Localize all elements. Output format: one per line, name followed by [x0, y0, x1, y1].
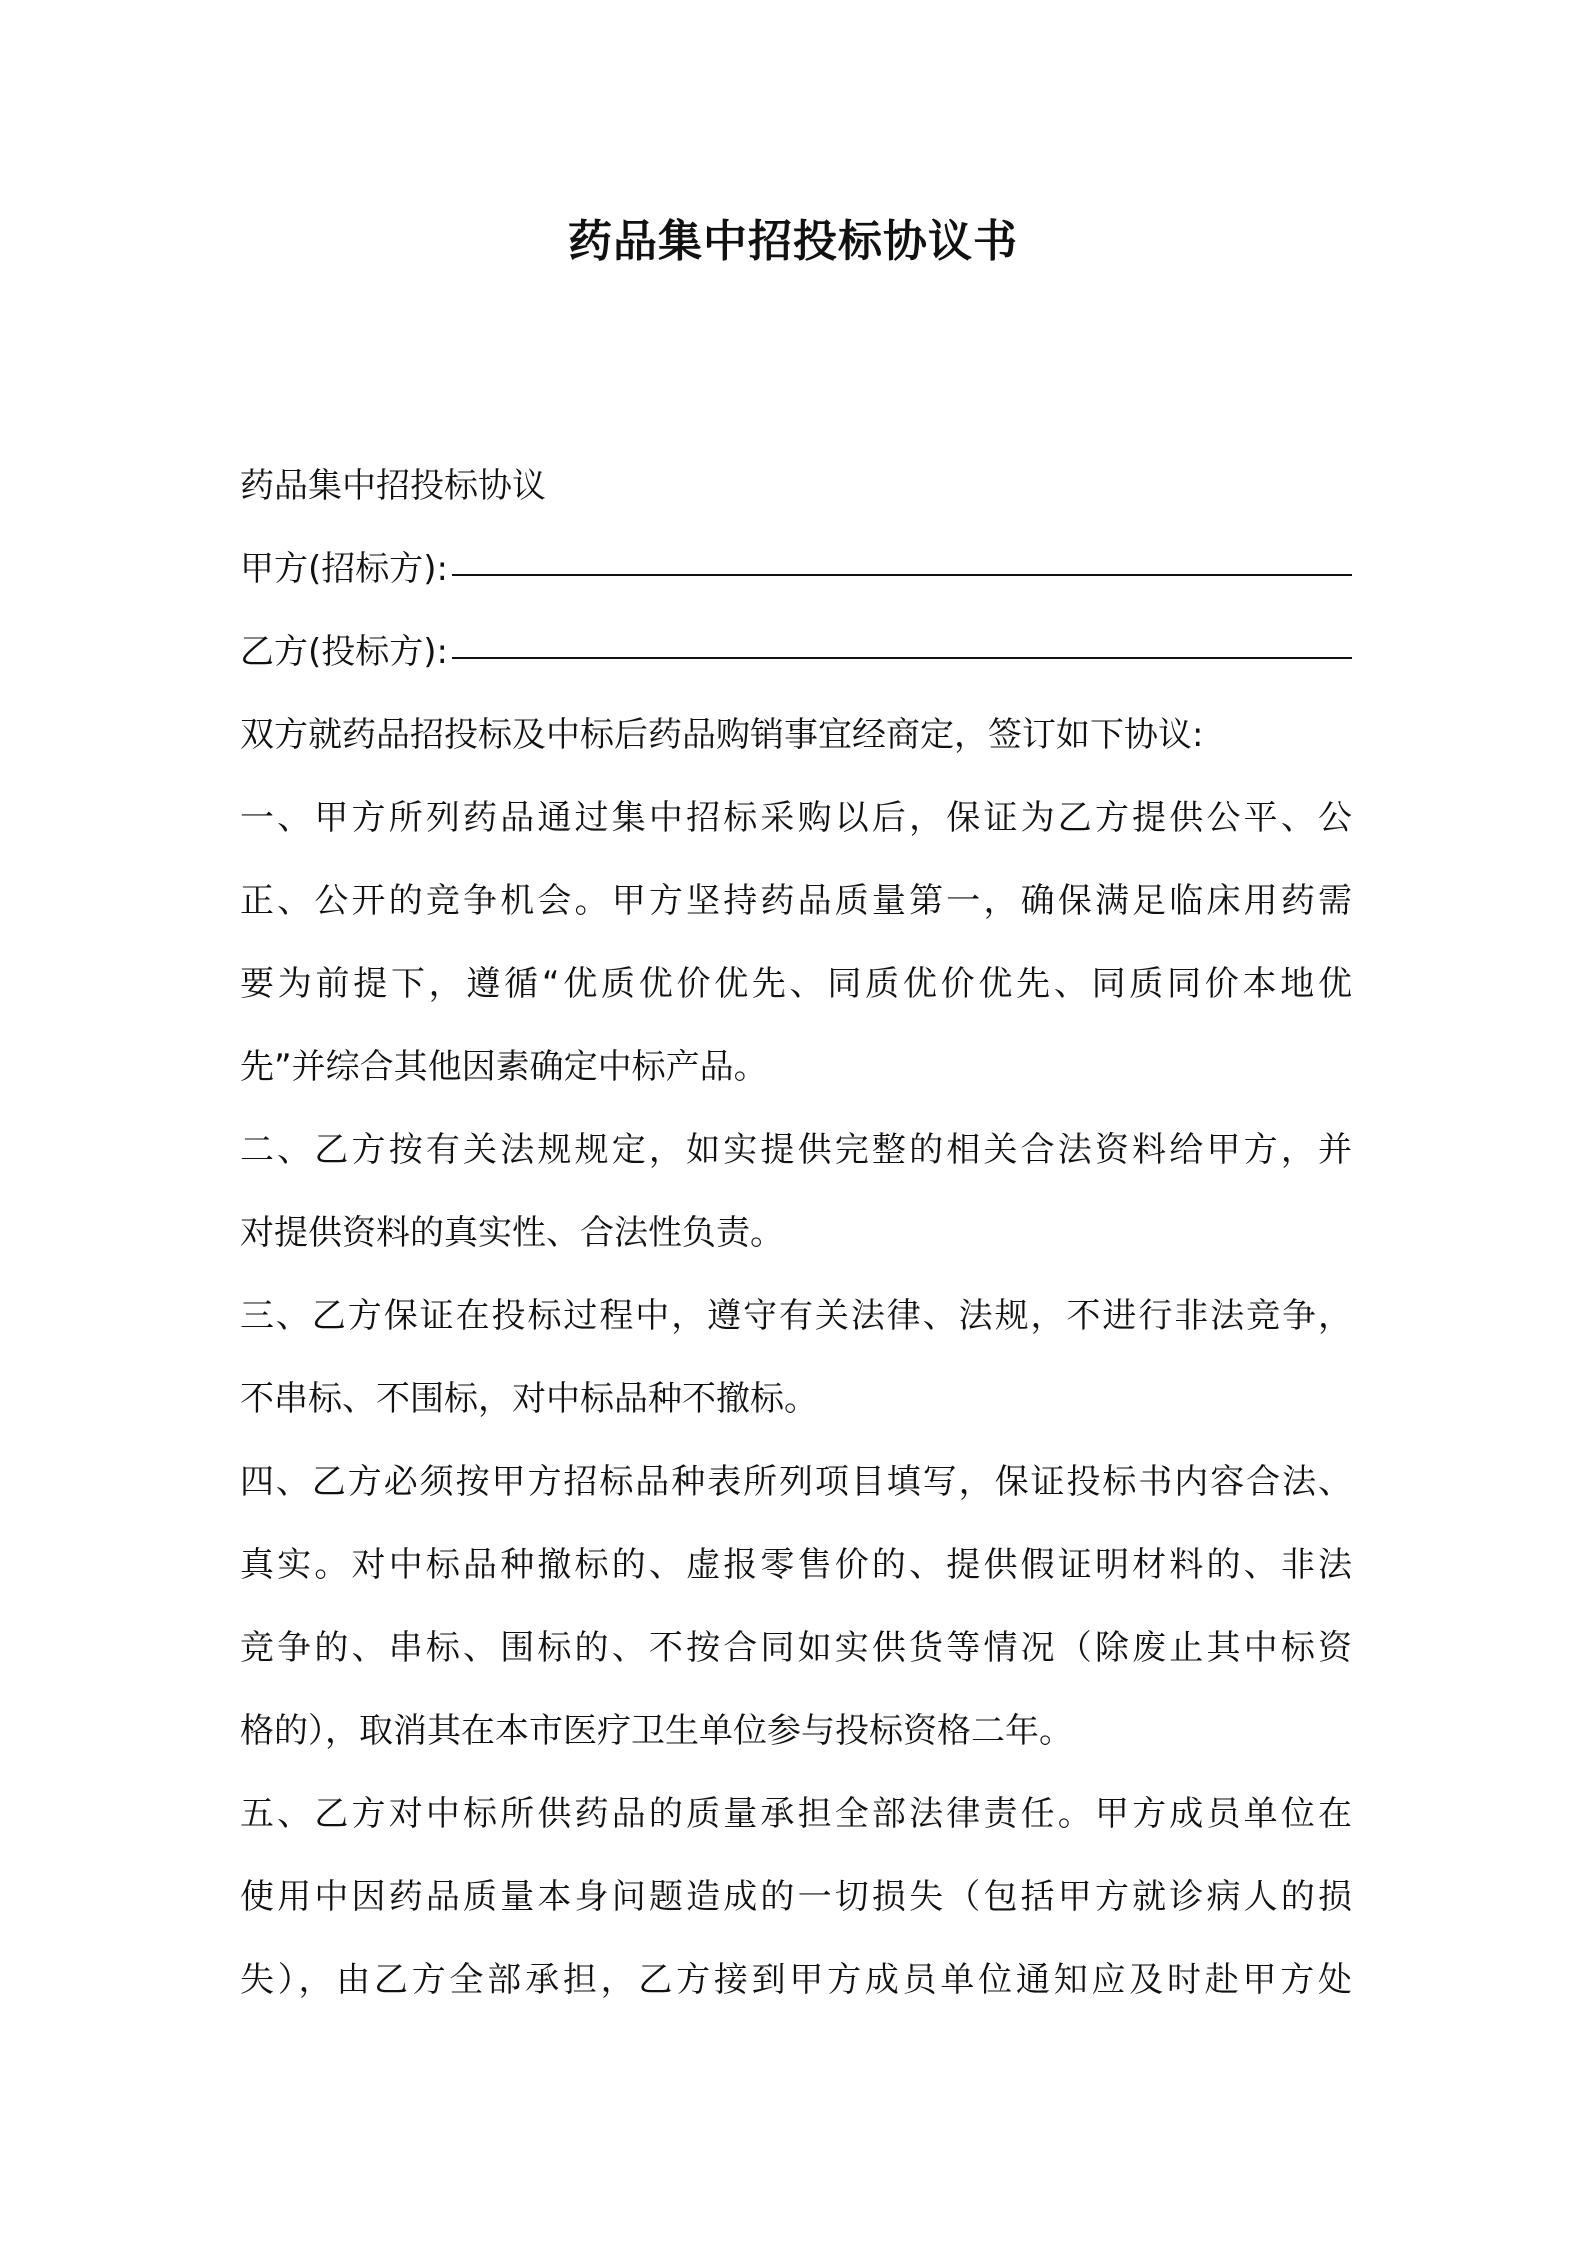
clause-5: [240, 1773, 1352, 2022]
document-title: 药品集中招投标协议书: [568, 216, 1018, 267]
clause-line: 对提供资料的真实性、合法性负责。: [240, 1213, 784, 1253]
clause-line: 失），由乙方全部承担，乙方接到甲方成员单位通知应及时赴甲方处: [240, 1960, 1352, 2000]
clause-line: 先”并综合其他因素确定中标产品。: [240, 1047, 768, 1087]
clause-4: [240, 1441, 1352, 1773]
document-body: [240, 445, 1352, 2022]
agreement-subtitle: 药品集中招投标协议: [240, 466, 546, 506]
clause-line: 四、乙方必须按甲方招标品种表所列项目填写，保证投标书内容合法、: [240, 1462, 1352, 1502]
clause-line: 一、甲方所列药品通过集中招标采购以后，保证为乙方提供公平、公: [240, 798, 1352, 838]
clause-line: 格的），取消其在本市医疗卫生单位参与投标资格二年。: [240, 1711, 1073, 1751]
clause-1: [240, 777, 1352, 1109]
clause-line: 竞争的、串标、围标的、不按合同如实供货等情况（除废止其中标资: [240, 1628, 1352, 1668]
clause-line: 二、乙方按有关法规规定，如实提供完整的相关合法资料给甲方，并: [240, 1130, 1352, 1170]
clause-line: 五、乙方对中标所供药品的质量承担全部法律责任。甲方成员单位在: [240, 1794, 1352, 1834]
clause-2: [240, 1109, 1352, 1275]
clause-line: 三、乙方保证在投标过程中，遵守有关法律、法规，不进行非法竞争，: [240, 1296, 1352, 1336]
party-b-label: 乙方(投标方):: [240, 632, 448, 672]
clause-line: 使用中因药品质量本身问题造成的一切损失（包括甲方就诊病人的损: [240, 1877, 1352, 1917]
clause-line: 要为前提下，遵循“优质优价优先、同质优价优先、同质同价本地优: [240, 964, 1352, 1004]
clause-line: 真实。对中标品种撤标的、虚报零售价的、提供假证明材料的、非法: [240, 1545, 1352, 1585]
intro-paragraph: 双方就药品招投标及中标后药品购销事宜经商定，签订如下协议:: [240, 715, 1204, 755]
party-b-blank: [452, 629, 1352, 659]
party-a-line: [240, 528, 1352, 611]
clause-line: 不串标、不围标，对中标品种不撤标。: [240, 1379, 818, 1419]
clause-line: 正、公开的竞争机会。甲方坚持药品质量第一，确保满足临床用药需: [240, 881, 1352, 921]
clause-3: [240, 1275, 1352, 1441]
party-b-line: [240, 611, 1352, 694]
party-a-blank: [452, 546, 1352, 576]
party-a-label: 甲方(招标方):: [240, 549, 448, 589]
